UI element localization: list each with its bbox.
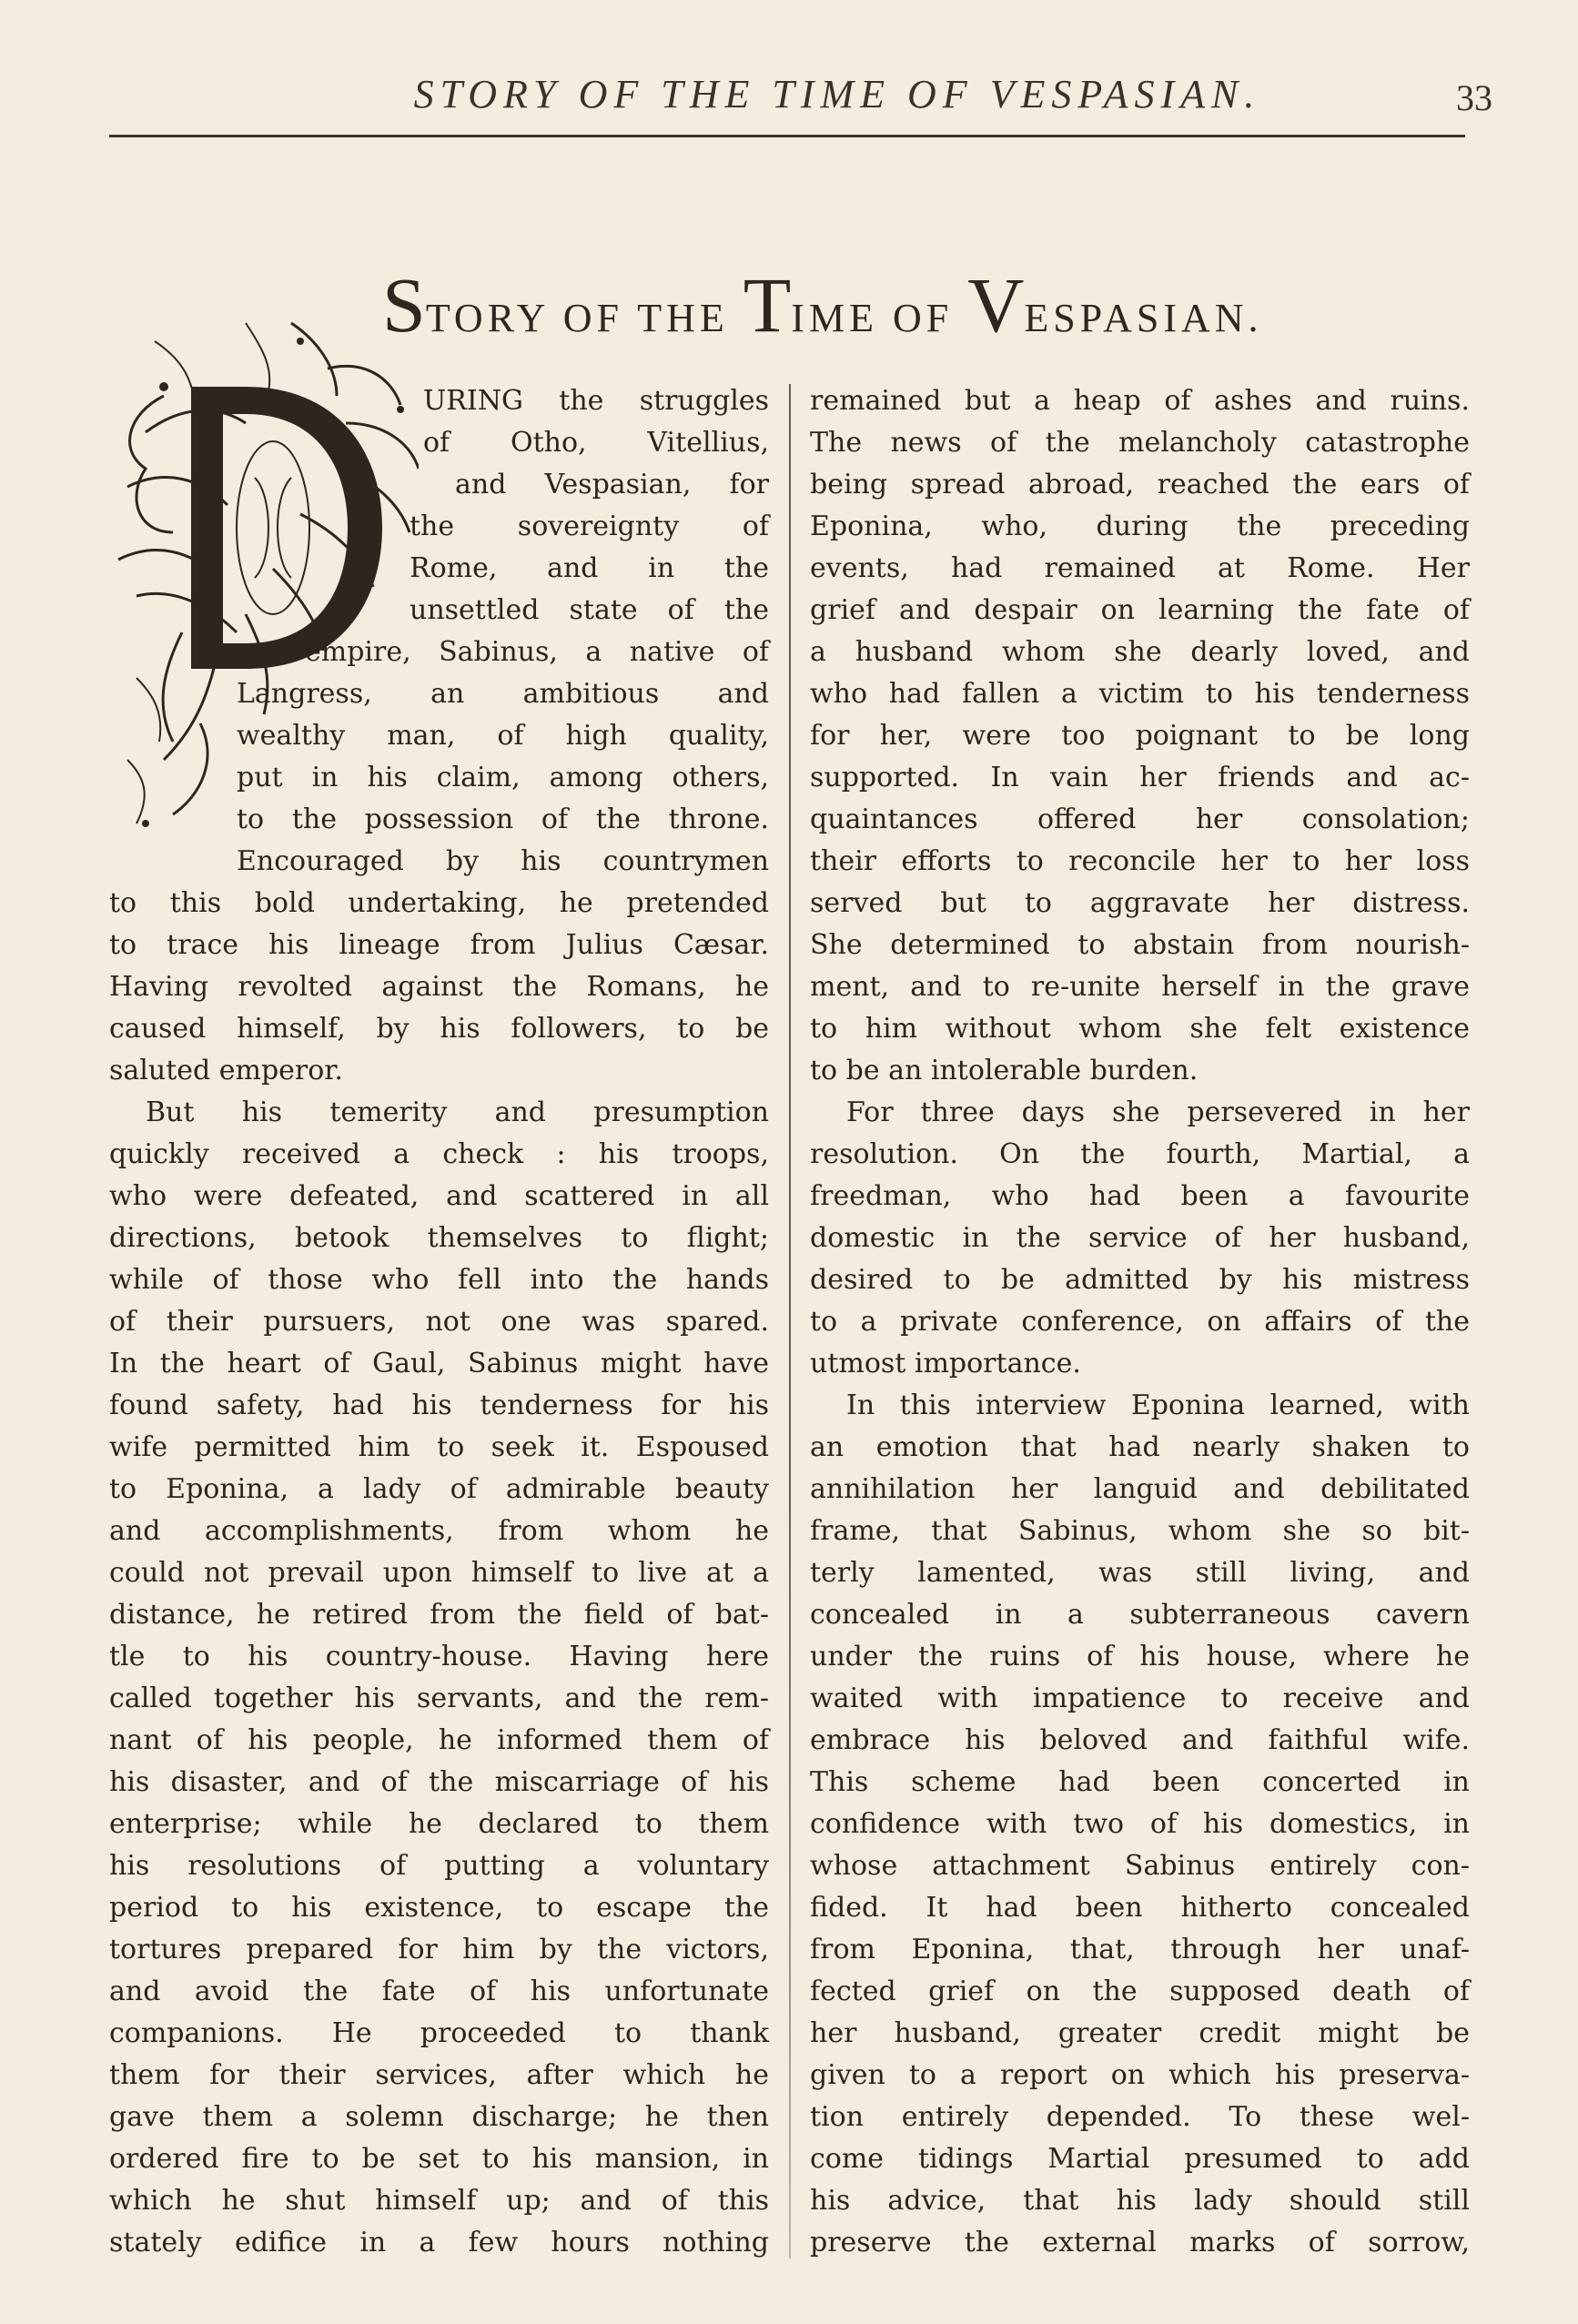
- text-line: to this bold undertaking, he pretended: [109, 887, 769, 919]
- text-line: to be an intolerable burden.: [810, 1055, 1199, 1086]
- title-cap-s: S: [382, 261, 426, 349]
- text-line: Encouraged by his countrymen: [237, 845, 769, 877]
- text-line: frame, that Sabinus, whom she so bit-: [810, 1515, 1470, 1547]
- text-line: wealthy man, of high quality,: [237, 720, 769, 752]
- text-line: fided. It had been hitherto concealed: [810, 1892, 1470, 1924]
- text-line: But his temerity and presumption: [146, 1096, 769, 1128]
- text-line: gave them a solemn discharge; he then: [109, 2101, 769, 2133]
- text-line: enterprise; while he declared to them: [109, 1808, 769, 1840]
- text-line: In this interview Eponina learned, with: [846, 1389, 1470, 1421]
- running-head: [109, 71, 1492, 126]
- title-cap-v: V: [967, 261, 1025, 349]
- text-line: his disaster, and of the miscarriage of his: [109, 1766, 769, 1798]
- text-line: given to a report on which his preserva-: [810, 2059, 1470, 2091]
- text-line: companions. He proceeded to thank: [109, 2017, 769, 2049]
- text-line: to the possession of the throne.: [237, 803, 769, 835]
- text-line: quickly received a check : his troops,: [109, 1138, 769, 1170]
- text-line: while of those who fell into the hands: [109, 1264, 769, 1296]
- title-part-1: TORY OF THE: [425, 296, 743, 340]
- text-line: embrace his beloved and faithful wife.: [810, 1724, 1470, 1756]
- text-line: Eponina, who, during the preceding: [810, 510, 1470, 542]
- text-line: a husband whom she dearly loved, and: [810, 636, 1470, 668]
- text-line: them for their services, after which he: [109, 2059, 769, 2091]
- text-line: waited with impatience to receive and: [810, 1682, 1470, 1714]
- text-line: supported. In vain her friends and ac-: [810, 762, 1470, 793]
- title-cap-t: T: [743, 261, 792, 349]
- text-line: utmost importance.: [810, 1348, 1081, 1379]
- text-line: Langress, an ambitious and: [237, 678, 769, 710]
- story-title: [382, 259, 1492, 359]
- text-line: served but to aggravate her distress.: [810, 887, 1470, 919]
- text-line: preserve the external marks of sorrow,: [810, 2227, 1470, 2258]
- text-line: and avoid the fate of his unfortunate: [109, 1975, 769, 2007]
- text-line: resolution. On the fourth, Martial, a: [810, 1138, 1470, 1170]
- text-line: remained but a heap of ashes and ruins.: [810, 385, 1470, 417]
- text-line: tion entirely depended. To these wel-: [810, 2101, 1470, 2133]
- text-line: ment, and to re-unite herself in the grave: [810, 971, 1470, 1003]
- text-line: fected grief on the supposed death of: [810, 1975, 1470, 2007]
- text-line: quaintances offered her consolation;: [810, 803, 1470, 835]
- text-line: to him without whom she felt existence: [810, 1013, 1470, 1045]
- text-line: being spread abroad, reached the ears of: [810, 469, 1470, 500]
- text-line: the sovereignty of: [410, 510, 769, 542]
- text-line: domestic in the service of her husband,: [810, 1222, 1470, 1254]
- text-line: tle to his country-house. Having here: [109, 1641, 769, 1672]
- text-line: desired to be admitted by his mistress: [810, 1264, 1470, 1296]
- title-part-3: ESPASIAN.: [1024, 296, 1263, 340]
- text-line: and Vespasian, for: [455, 469, 769, 500]
- text-line: Having revolted against the Romans, he: [109, 971, 769, 1003]
- text-line: to Eponina, a lady of admirable beauty: [109, 1473, 769, 1505]
- text-line: ordered fire to be set to his mansion, in: [109, 2143, 769, 2175]
- text-line: put in his claim, among others,: [237, 762, 769, 793]
- text-line: directions, betook themselves to flight;: [109, 1222, 769, 1254]
- text-line: In the heart of Gaul, Sabinus might have: [109, 1348, 769, 1379]
- text-line: from Eponina, that, through her unaf-: [810, 1934, 1470, 1965]
- text-line: an emotion that had nearly shaken to: [810, 1431, 1470, 1463]
- text-line: For three days she persevered in her: [846, 1096, 1470, 1128]
- text-line: caused himself, by his followers, to be: [109, 1013, 769, 1045]
- text-line: confidence with two of his domestics, in: [810, 1808, 1470, 1840]
- text-line: who had fallen a victim to his tenderness: [810, 678, 1470, 710]
- text-line: empire, Sabinus, a native of: [305, 636, 769, 668]
- text-line: URING the struggles: [423, 385, 769, 417]
- text-line: terly lamented, was still living, and: [810, 1557, 1470, 1589]
- running-title: STORY OF THE TIME OF VESPASIAN.: [413, 72, 1261, 116]
- text-line: tortures prepared for him by the victors,: [109, 1934, 769, 1965]
- text-line: whose attachment Sabinus entirely con-: [810, 1850, 1470, 1882]
- text-line: The news of the melancholy catastrophe: [810, 427, 1470, 459]
- text-line: their efforts to reconcile her to her loss: [810, 845, 1470, 877]
- text-line: of their pursuers, not one was spared.: [109, 1306, 769, 1338]
- text-line: wife permitted him to seek it. Espoused: [109, 1431, 769, 1463]
- text-line: This scheme had been concerted in: [810, 1766, 1470, 1798]
- text-line: called together his servants, and the rem-: [109, 1682, 769, 1714]
- text-line: saluted emperor.: [109, 1055, 343, 1086]
- text-line: to a private conference, on affairs of the: [810, 1306, 1470, 1338]
- column-divider: [789, 384, 791, 2258]
- text-line: and accomplishments, from whom he: [109, 1515, 769, 1547]
- text-line: to trace his lineage from Julius Cæsar.: [109, 929, 769, 961]
- text-line: of Otho, Vitellius,: [423, 427, 769, 459]
- text-line: could not prevail upon himself to live at a: [109, 1557, 769, 1589]
- page-number: 33: [1456, 77, 1492, 118]
- text-line: annihilation her languid and debilitated: [810, 1473, 1470, 1505]
- text-line: grief and despair on learning the fate of: [810, 594, 1470, 626]
- text-line: period to his existence, to escape the: [109, 1892, 769, 1924]
- text-line: found safety, had his tenderness for his: [109, 1389, 769, 1421]
- text-line: which he shut himself up; and of this: [109, 2185, 769, 2217]
- text-line: his resolutions of putting a voluntary: [109, 1850, 769, 1882]
- text-line: under the ruins of his house, where he: [810, 1641, 1470, 1672]
- text-line: nant of his people, he informed them of: [109, 1724, 769, 1756]
- text-line: distance, he retired from the field of bat-: [109, 1599, 769, 1631]
- text-line: his advice, that his lady should still: [810, 2185, 1470, 2217]
- title-part-2: IME OF: [791, 296, 968, 340]
- text-line: come tidings Martial presumed to add: [810, 2143, 1470, 2175]
- text-line: events, had remained at Rome. Her: [810, 552, 1470, 584]
- text-line: concealed in a subterraneous cavern: [810, 1599, 1470, 1631]
- header-rule: [109, 135, 1465, 137]
- text-line: unsettled state of the: [410, 594, 769, 626]
- text-line: for her, were too poignant to be long: [810, 720, 1470, 752]
- text-line: Rome, and in the: [410, 552, 769, 584]
- text-line: who were defeated, and scattered in all: [109, 1180, 769, 1212]
- text-line: stately edifice in a few hours nothing: [109, 2227, 769, 2258]
- text-line: freedman, who had been a favourite: [810, 1180, 1470, 1212]
- text-line: She determined to abstain from nourish-: [810, 929, 1470, 961]
- text-line: her husband, greater credit might be: [810, 2017, 1470, 2049]
